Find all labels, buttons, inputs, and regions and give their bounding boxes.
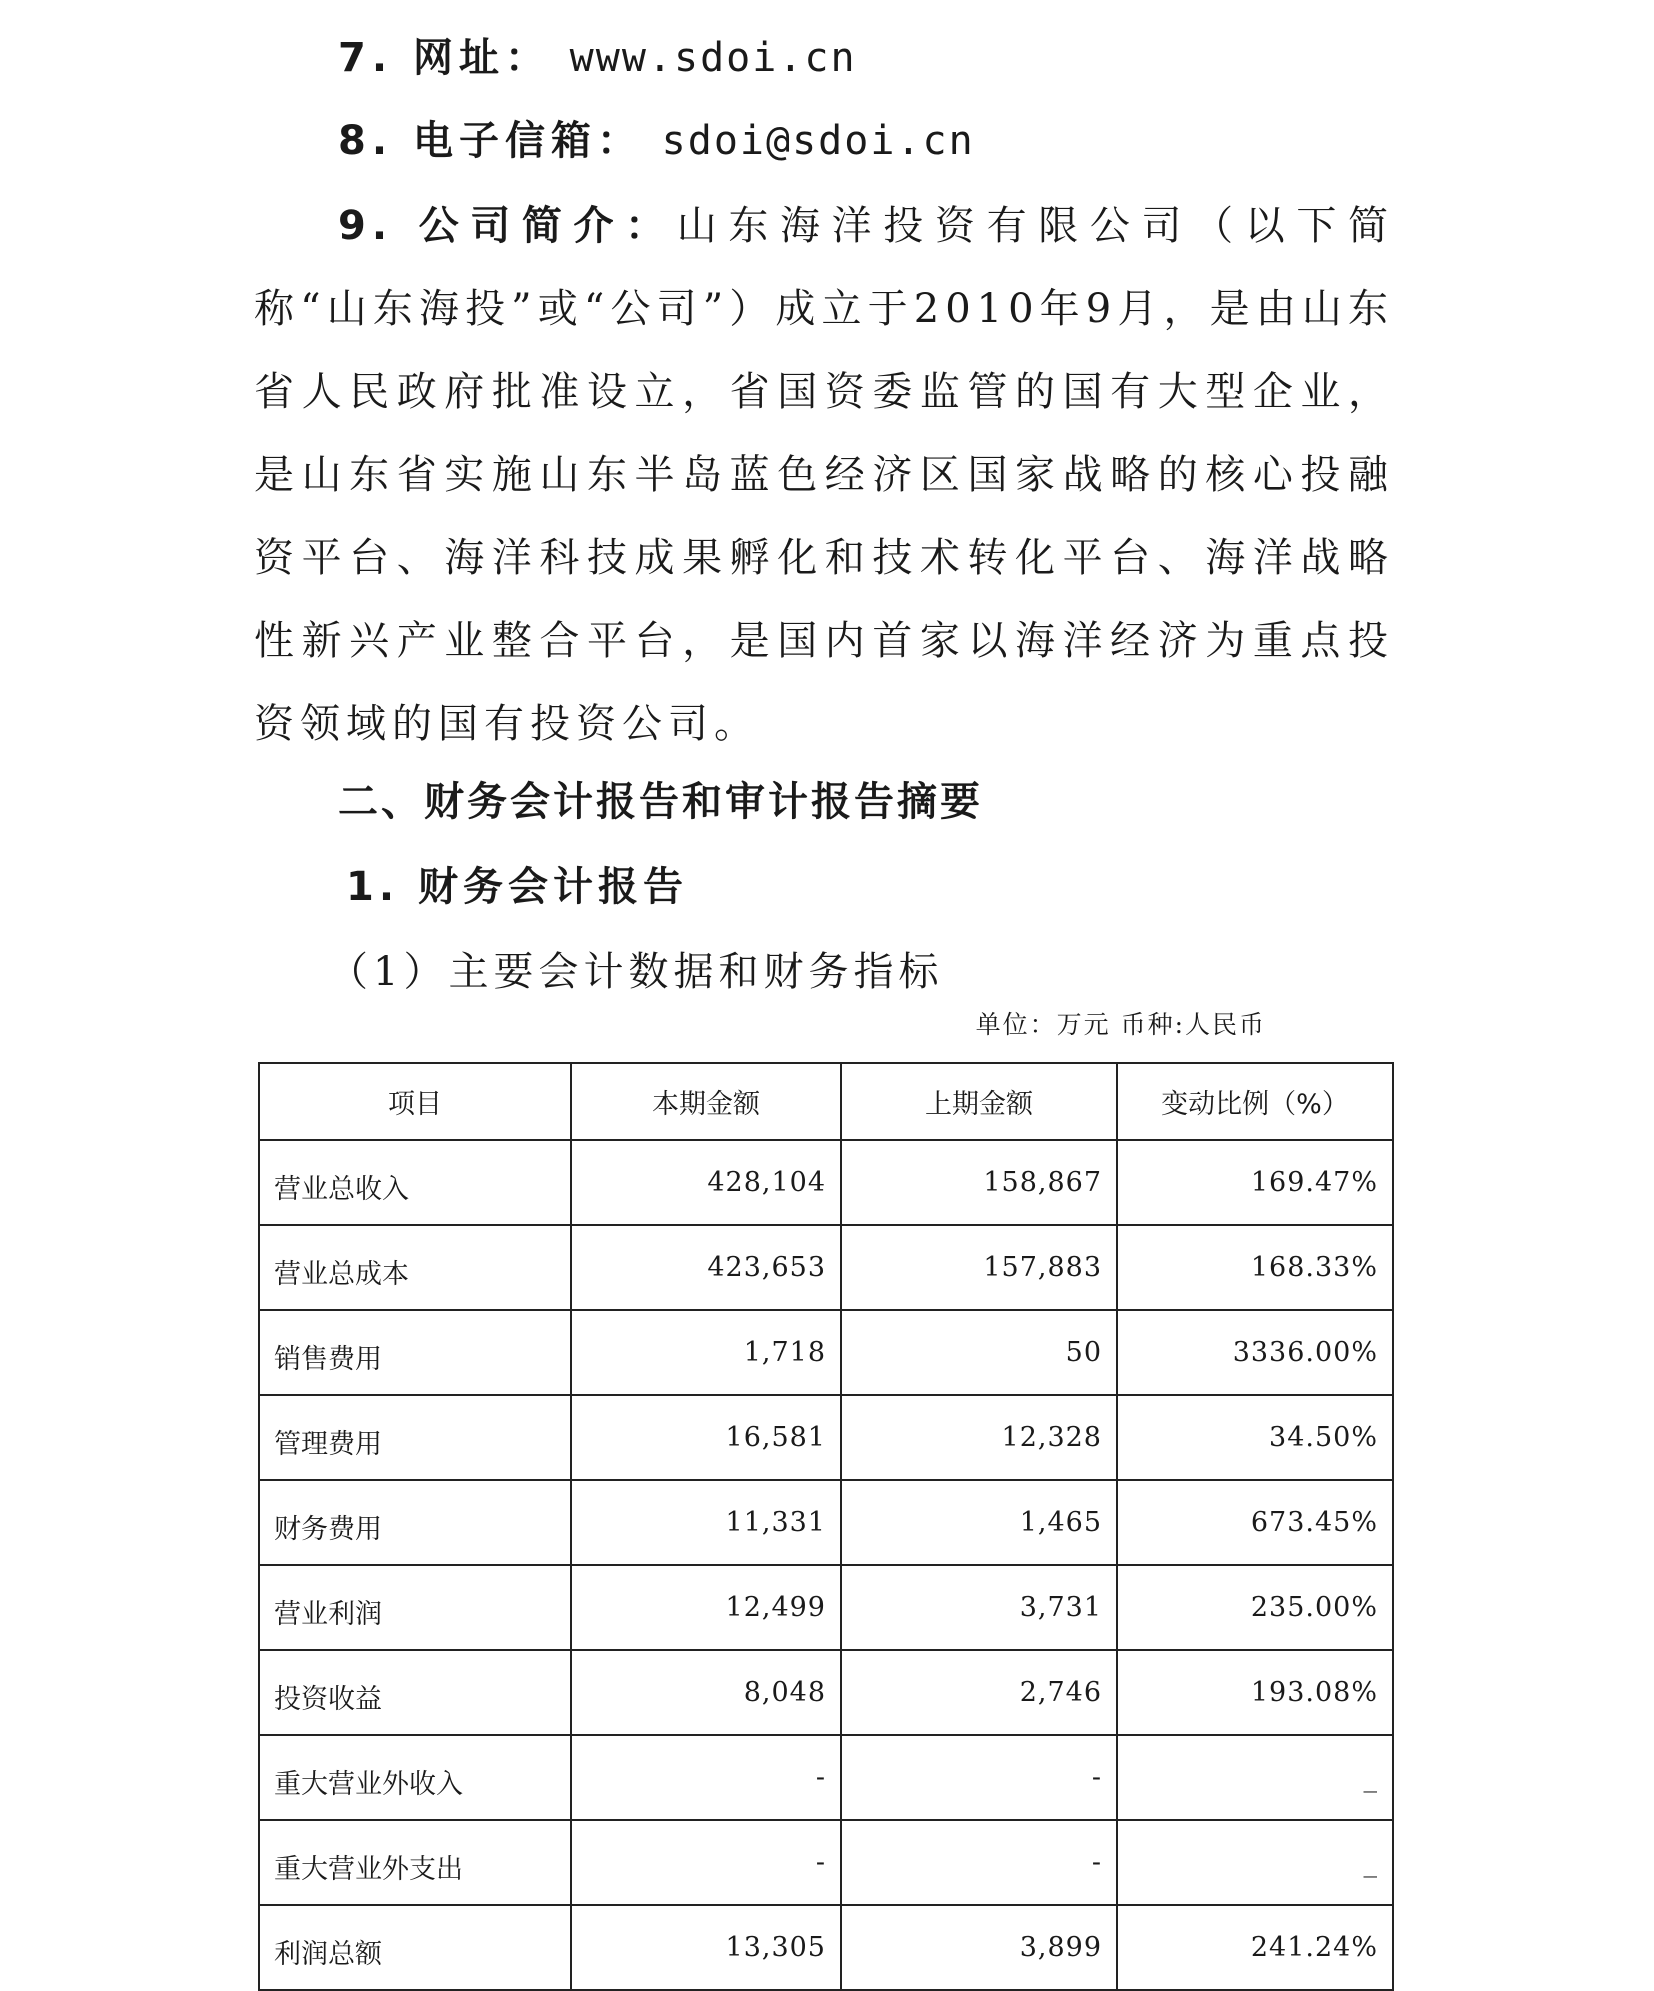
- website-line: [254, 17, 1478, 100]
- table-row: [259, 1225, 1393, 1310]
- header-previous: 上期金额: [841, 1063, 1117, 1140]
- unit-note: 单位：万元 币种:人民币: [975, 1010, 1266, 1039]
- row-previous-cell: -: [841, 1820, 1117, 1905]
- row-current-cell: -: [571, 1735, 841, 1820]
- row-change-cell: 235.00%: [1117, 1565, 1393, 1650]
- table-row: [259, 1140, 1393, 1225]
- row-change-cell: 241.24%: [1117, 1905, 1393, 1990]
- row-change-cell: 3336.00%: [1117, 1310, 1393, 1395]
- table-row: [259, 1310, 1393, 1395]
- row-previous-cell: -: [841, 1735, 1117, 1820]
- financial-table: [258, 1062, 1394, 1991]
- row-item-cell: 销售费用: [259, 1310, 571, 1395]
- row-current-cell: 13,305: [571, 1905, 841, 1990]
- table-header-row: [259, 1063, 1393, 1140]
- row-previous-cell: 158,867: [841, 1140, 1117, 1225]
- table-row: [259, 1820, 1393, 1905]
- row-current-cell: 12,499: [571, 1565, 841, 1650]
- row-previous-cell: 1,465: [841, 1480, 1117, 1565]
- row-change-cell: 168.33%: [1117, 1225, 1393, 1310]
- intro-text: 山东海洋投资有限公司（以下简称“山东海投”或“公司”）成立于2010年9月，是由山东省人民政府批准设立，省国资委监管的国有大型企业，是山东省实施山东半岛蓝色经济区国家战略的核心投融资平台、海洋科技成果孵化和技术转化平台、海洋战略性新兴产业整合平台，是国内首家以海洋经济为重点投资领域的国有投资公司。: [254, 203, 1395, 747]
- table-row: [259, 1905, 1393, 1990]
- row-item-cell: 重大营业外支出: [259, 1820, 571, 1905]
- row-previous-cell: 157,883: [841, 1225, 1117, 1310]
- table-title: （1）主要会计数据和财务指标: [328, 949, 944, 995]
- table-row: [259, 1565, 1393, 1650]
- header-item: 项目: [259, 1063, 571, 1140]
- email-label: 8. 电子信箱：: [338, 118, 643, 164]
- row-previous-cell: 2,746: [841, 1650, 1117, 1735]
- row-change-cell: 34.50%: [1117, 1395, 1393, 1480]
- row-item-cell: 重大营业外收入: [259, 1735, 571, 1820]
- row-item-cell: 财务费用: [259, 1480, 571, 1565]
- subsection-title: 1. 财务会计报告: [346, 864, 688, 910]
- row-change-cell: 193.08%: [1117, 1650, 1393, 1735]
- row-current-cell: 428,104: [571, 1140, 841, 1225]
- row-current-cell: 11,331: [571, 1480, 841, 1565]
- header-change: 变动比例（%）: [1117, 1063, 1393, 1140]
- header-current: 本期金额: [571, 1063, 841, 1140]
- section-title: 二、财务会计报告和审计报告摘要: [338, 779, 983, 825]
- table-row: [259, 1395, 1393, 1480]
- intro-label: 9. 公司简介：: [338, 203, 677, 249]
- company-intro: [254, 185, 1394, 766]
- row-current-cell: 8,048: [571, 1650, 841, 1735]
- email-value[interactable]: sdoi@sdoi.cn: [661, 118, 975, 164]
- row-previous-cell: 3,731: [841, 1565, 1117, 1650]
- row-change-cell: 169.47%: [1117, 1140, 1393, 1225]
- row-item-cell: 营业总收入: [259, 1140, 571, 1225]
- table-row: [259, 1650, 1393, 1735]
- table-body: [259, 1140, 1393, 1990]
- row-previous-cell: 50: [841, 1310, 1117, 1395]
- row-change-cell: _: [1117, 1735, 1393, 1820]
- email-line: [254, 100, 1478, 183]
- row-item-cell: 管理费用: [259, 1395, 571, 1480]
- row-change-cell: _: [1117, 1820, 1393, 1905]
- row-previous-cell: 3,899: [841, 1905, 1117, 1990]
- row-item-cell: 投资收益: [259, 1650, 571, 1735]
- table-row: [259, 1735, 1393, 1820]
- website-label: 7. 网址：: [338, 35, 551, 81]
- row-change-cell: 673.45%: [1117, 1480, 1393, 1565]
- row-current-cell: 1,718: [571, 1310, 841, 1395]
- row-current-cell: 16,581: [571, 1395, 841, 1480]
- row-item-cell: 营业利润: [259, 1565, 571, 1650]
- row-item-cell: 利润总额: [259, 1905, 571, 1990]
- row-previous-cell: 12,328: [841, 1395, 1117, 1480]
- row-current-cell: 423,653: [571, 1225, 841, 1310]
- row-current-cell: -: [571, 1820, 841, 1905]
- website-value[interactable]: www.sdoi.cn: [569, 35, 857, 81]
- row-item-cell: 营业总成本: [259, 1225, 571, 1310]
- table-row: [259, 1480, 1393, 1565]
